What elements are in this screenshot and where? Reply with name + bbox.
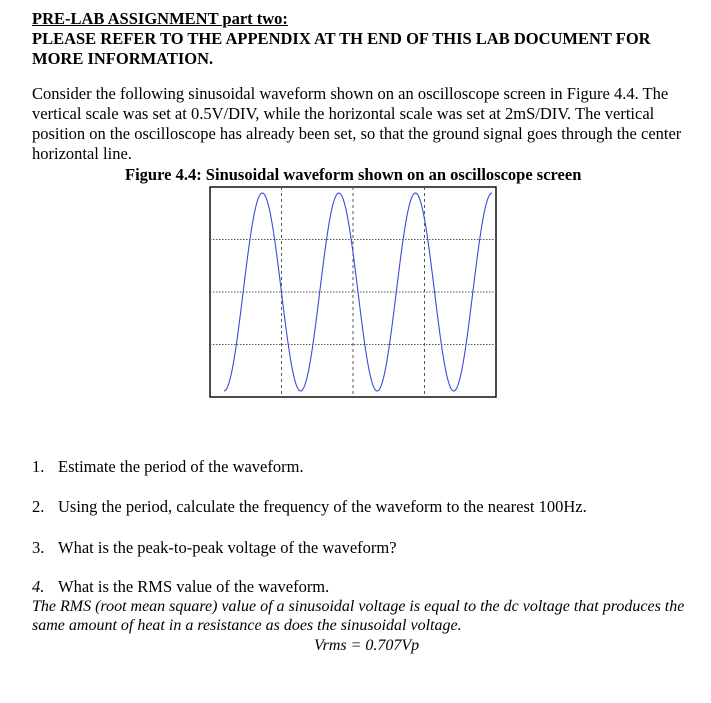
question-number: 3. xyxy=(32,538,45,557)
question-text: Estimate the period of the waveform. xyxy=(58,457,304,476)
figure-caption: Figure 4.4: Sinusoidal waveform shown on an oscilloscope screen xyxy=(125,165,582,184)
question-text: Using the period, calculate the frequency of the waveform to the nearest 100Hz. xyxy=(58,497,587,516)
question-number: 1. xyxy=(32,457,45,476)
question-4 xyxy=(32,577,702,597)
question-text: What is the RMS value of the waveform. xyxy=(58,577,330,596)
question-2 xyxy=(32,497,702,517)
question-1 xyxy=(32,457,702,477)
rms-formula: Vrms = 0.707Vp xyxy=(314,637,420,654)
rms-note: The RMS (root mean square) value of a sinusoidal voltage is equal to the dc voltage that produces the same amount of heat in a resistance as does the sinusoidal voltage. xyxy=(32,598,685,634)
assignment-heading xyxy=(32,9,702,69)
heading-subtitle: PLEASE REFER TO THE APPENDIX AT TH END OF THIS LAB DOCUMENT FOR MORE INFORMATION. xyxy=(32,29,651,68)
intro-paragraph xyxy=(32,84,702,164)
intro-text: Consider the following sinusoidal waveform shown on an oscilloscope screen in Figure 4.4. The vertical scale was set at 0.5V/DIV, while the horizontal scale was set at 2mS/DIV. The vertical position on the oscilloscope has already been set, so that the ground signal goes through the center horizontal line. xyxy=(32,84,682,163)
heading-title: PRE-LAB ASSIGNMENT part two: xyxy=(32,9,288,28)
question-text: What is the peak-to-peak voltage of the waveform? xyxy=(58,538,397,557)
question-number: 4. xyxy=(32,577,45,596)
question-number: 2. xyxy=(32,497,45,516)
question-3 xyxy=(32,538,702,558)
oscilloscope-screen xyxy=(209,186,497,398)
